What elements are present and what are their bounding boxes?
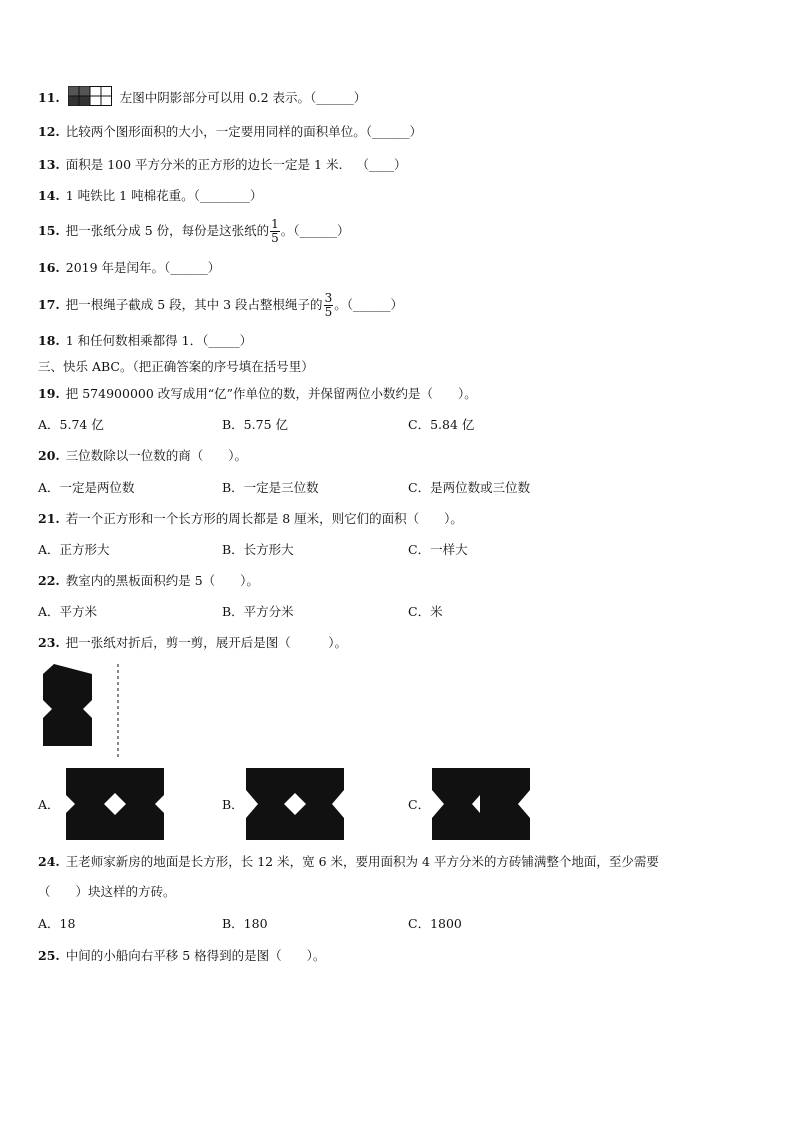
answer-blank[interactable]: （________）: [193, 188, 263, 203]
question-text: 把一根绳子截成 5 段，其中 3 段占整根绳子的: [65, 297, 323, 312]
question-21: [38, 511, 463, 527]
question-text: 把一张纸对折后，剪一剪，展开后是图（ ）。: [65, 635, 348, 650]
question-14: [38, 188, 262, 204]
question-text: 比较两个图形面积的大小，一定要用同样的面积单位。: [65, 124, 366, 139]
option-b[interactable]: B．一定是三位数: [222, 480, 319, 495]
answer-blank[interactable]: （______）: [310, 90, 367, 105]
question-text: 2019 年是闰年。: [65, 260, 165, 275]
question-text: 把 574900000 改写成用“亿”作单位的数，并保留两位小数约是（ ）。: [65, 386, 477, 401]
question-23: [38, 635, 347, 651]
option-b[interactable]: B．180: [222, 916, 268, 931]
option-b[interactable]: B．长方形大: [222, 542, 294, 557]
option-b[interactable]: B．: [222, 797, 244, 812]
option-a[interactable]: A．一定是两位数: [38, 480, 135, 495]
question-text: 若一个正方形和一个长方形的周长都是 8 厘米，则它们的面积（ ）。: [65, 511, 463, 526]
question-text: 王老师家新房的地面是长方形，长 12 米，宽 6 米，要用面积为 4 平方分米的方砖铺满整个地面，至少需要: [65, 854, 659, 869]
fraction-denominator: 5: [271, 231, 279, 245]
option-c[interactable]: C．米: [408, 604, 443, 619]
folded-paper-figure: [40, 664, 124, 760]
answer-blank[interactable]: （____）: [356, 157, 407, 172]
question-12: [38, 124, 422, 140]
fraction: [270, 218, 280, 245]
fraction-denominator: 5: [324, 305, 333, 319]
answer-blank[interactable]: 。（______）: [280, 223, 350, 238]
question-number: 16.: [38, 260, 60, 275]
fraction-numerator: 3: [324, 291, 333, 305]
option-a[interactable]: A．平方米: [38, 604, 98, 619]
question-number: 22.: [38, 573, 60, 588]
question-number: 20.: [38, 448, 60, 463]
question-24: [38, 854, 659, 870]
question-number: 25.: [38, 948, 60, 963]
option-b-figure[interactable]: [246, 768, 344, 840]
question-number: 23.: [38, 635, 60, 650]
option-a[interactable]: A．正方形大: [38, 542, 110, 557]
question-number: 11.: [38, 90, 60, 105]
question-number: 13.: [38, 157, 60, 172]
question-20: [38, 448, 247, 464]
question-text: 把一张纸分成 5 份，每份是这张纸的: [65, 223, 270, 238]
question-18: [38, 333, 252, 349]
fraction-numerator: 1: [271, 217, 279, 231]
question-15: [38, 216, 350, 246]
question-17: [38, 290, 403, 320]
option-a[interactable]: A．5.74 亿: [38, 417, 104, 432]
question-16: [38, 260, 220, 276]
question-24-continued: （ ）块这样的方砖。: [38, 884, 176, 899]
question-text: 1 和任何数相乘都得 1．: [65, 333, 203, 348]
option-c[interactable]: C．1800: [408, 916, 462, 931]
question-number: 15.: [38, 223, 60, 238]
question-text: 面积是 100 平方分米的正方形的边长一定是 1 米.: [65, 157, 343, 172]
question-text: 1 吨铁比 1 吨棉花重。: [65, 188, 194, 203]
question-number: 24.: [38, 854, 60, 869]
answer-blank[interactable]: （______）: [365, 124, 423, 139]
question-number: 19.: [38, 386, 60, 401]
answer-blank[interactable]: （______）: [164, 260, 221, 275]
option-b[interactable]: B．平方分米: [222, 604, 294, 619]
question-number: 21.: [38, 511, 60, 526]
question-text: 左图中阴影部分可以用 0.2 表示。: [119, 90, 311, 105]
grid-figure: [68, 86, 112, 106]
question-number: 18.: [38, 333, 60, 348]
answer-blank[interactable]: 。（______）: [334, 297, 403, 312]
answer-blank[interactable]: （_____）: [202, 333, 253, 348]
question-number: 12.: [38, 124, 60, 139]
question-text: 教室内的黑板面积约是 5（ ）。: [65, 573, 259, 588]
question-25: [38, 948, 325, 964]
option-a[interactable]: A．18: [38, 916, 76, 931]
option-c[interactable]: C．5.84 亿: [408, 417, 475, 432]
option-c-figure[interactable]: [432, 768, 530, 840]
section-heading: 三、快乐 ABC。（把正确答案的序号填在括号里）: [38, 359, 314, 374]
option-b[interactable]: B．5.75 亿: [222, 417, 288, 432]
question-text: 三位数除以一位数的商（ ）。: [65, 448, 248, 463]
question-19: [38, 386, 477, 402]
option-c[interactable]: C．一样大: [408, 542, 468, 557]
question-22: [38, 573, 259, 589]
question-text: 中间的小船向右平移 5 格得到的是图（ ）。: [65, 948, 326, 963]
option-c[interactable]: C．是两位数或三位数: [408, 480, 531, 495]
fraction: [324, 292, 334, 319]
option-a[interactable]: A．: [38, 797, 60, 812]
option-a-figure[interactable]: [66, 768, 164, 840]
question-number: 17.: [38, 297, 60, 312]
question-number: 14.: [38, 188, 60, 203]
option-c[interactable]: C．: [408, 797, 431, 812]
question-13: [38, 157, 406, 173]
